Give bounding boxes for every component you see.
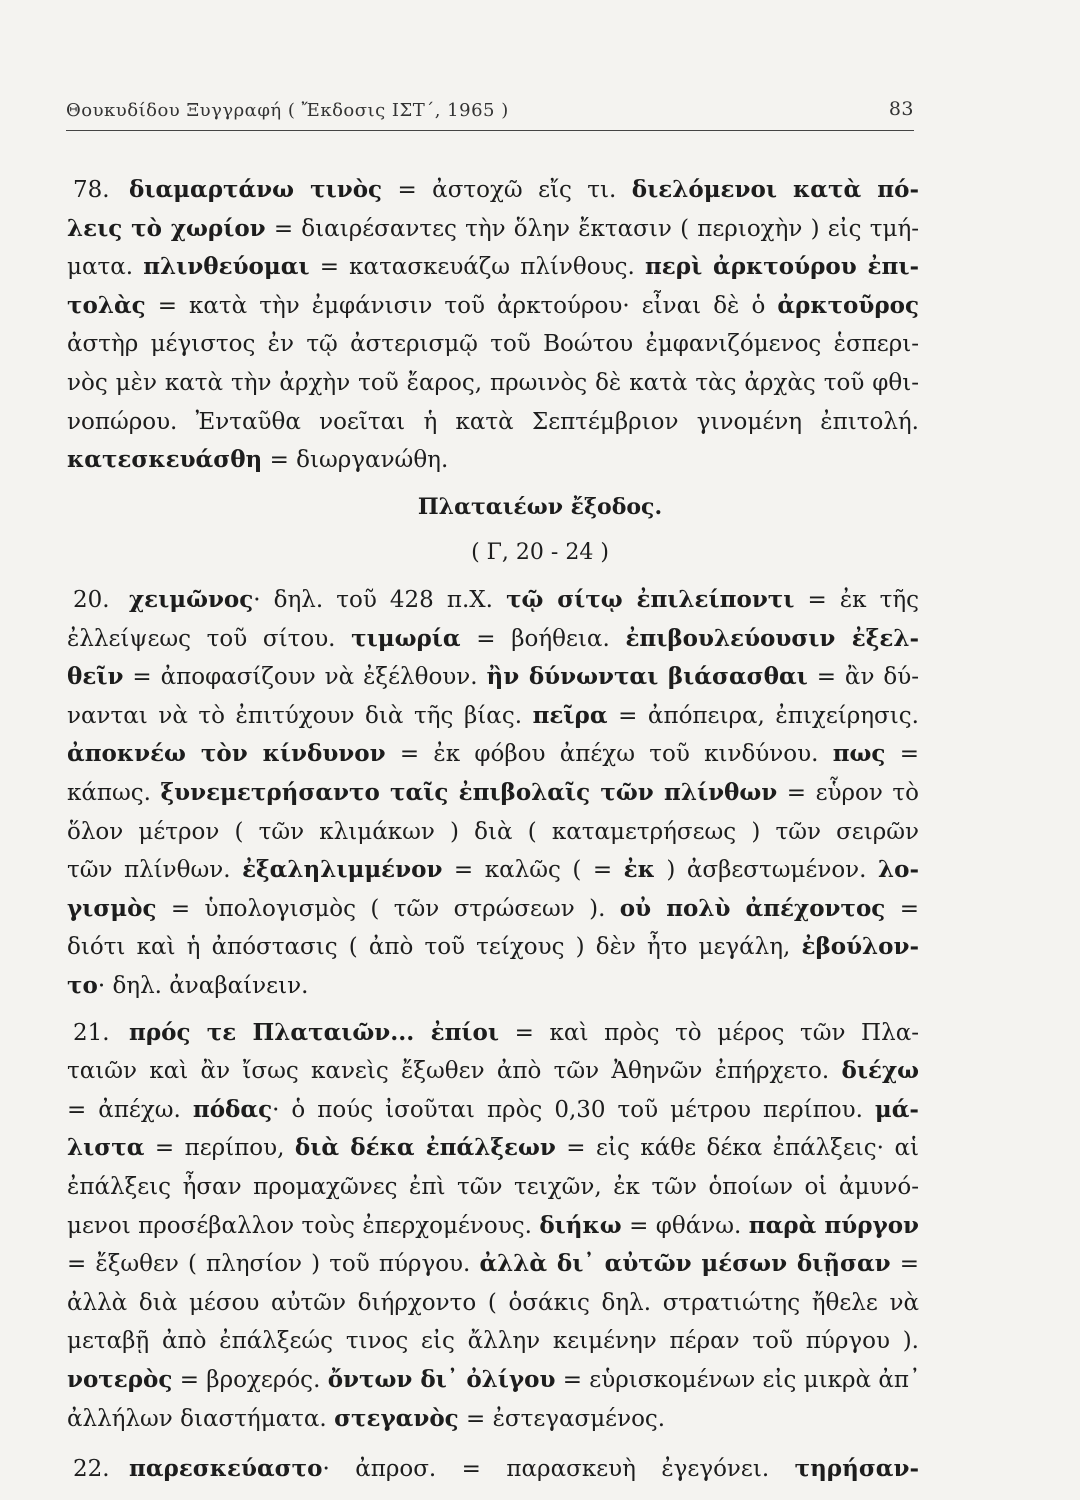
lemma: γισμὸς	[67, 895, 157, 922]
lemma: λο-	[877, 856, 919, 883]
lemma: τηρήσαν-	[794, 1455, 919, 1482]
text-line	[67, 286, 919, 326]
lemma: ἀρκτοῦρος	[777, 292, 919, 319]
text-line	[67, 580, 919, 620]
gloss: = εὗρον τὸ	[777, 780, 920, 806]
gloss: = βροχερός.	[172, 1367, 328, 1393]
lemma: πόδας	[192, 1096, 273, 1123]
lemma: ἐκ	[623, 856, 655, 883]
text-line	[67, 170, 919, 210]
gloss: = ὑπολογισμὸς ( τῶν στρώσεων ).	[156, 896, 620, 922]
text-line	[67, 1360, 919, 1400]
lemma: ξυνεμετρήσαντο ταῖς ἐπιβολαῖς τῶν πλίνθων	[160, 779, 778, 806]
text-line	[67, 657, 919, 697]
lemma: ἐξαληλιμμένον	[242, 856, 443, 883]
lemma: μά-	[874, 1096, 919, 1123]
gloss: = ἀποφασίζουν νὰ ἐξέλθουν.	[123, 664, 487, 690]
lemma: λιστα	[67, 1134, 145, 1161]
text-line: νὸς μὲν κατὰ τὴν ἀρχὴν τοῦ ἔαρος, πρωινὸς δὲ κατὰ τὰς ἀρχὰς τοῦ φθι-	[67, 370, 919, 396]
text-line	[67, 696, 919, 736]
text-line	[67, 734, 919, 774]
lemma: ἀλλὰ δι᾽ αὐτῶν μέσων διῇσαν	[479, 1250, 891, 1277]
gloss: =	[885, 896, 919, 922]
text-line	[67, 889, 919, 929]
page-number: 83	[888, 98, 914, 120]
text-line	[67, 1244, 919, 1284]
note-number: 20.	[73, 587, 110, 613]
lemma: ἐβούλον-	[801, 933, 919, 960]
text-line	[67, 966, 919, 1006]
text-line	[67, 1051, 919, 1091]
text-line	[67, 1090, 919, 1130]
lemma: πρός τε Πλαταιῶν... ἐπίοι	[129, 1019, 500, 1046]
lemma: τῷ σίτῳ ἐπιλείποντι	[506, 586, 795, 613]
gloss: = κατασκευάζω πλίνθους.	[309, 254, 645, 280]
gloss: = φθάνω.	[621, 1213, 749, 1239]
gloss: ταιῶν καὶ ἂν ἴσως κανεὶς ἔξωθεν ἀπὸ τῶν Ἀθηνῶν ἐπήρχετο.	[67, 1058, 842, 1084]
lemma: ἐπιβουλεύουσιν ἐξελ-	[625, 625, 919, 652]
gloss: =	[890, 1251, 920, 1277]
text-line: ἀστὴρ μέγιστος ἐν τῷ ἀστερισμῷ τοῦ Βοώτου ἐμφανιζόμενος ἑσπερι-	[67, 331, 919, 357]
text-line	[67, 1013, 919, 1053]
lemma: περὶ ἀρκτούρου ἐπι-	[644, 253, 920, 280]
text-line	[67, 1206, 919, 1246]
gloss: = εὑρισκομένων εἰς μικρὰ ἀπ᾽	[555, 1367, 921, 1393]
text-line: μεταβῇ ἀπὸ ἐπάλξεώς τινος εἰς ἄλλην κειμένην πέραν τοῦ πύργου ).	[67, 1328, 919, 1354]
gloss: = ἐκ τῆς	[794, 587, 919, 613]
running-header	[66, 96, 914, 131]
lemma: κατεσκευάσθη	[67, 446, 263, 473]
lemma: τολὰς	[67, 292, 146, 319]
gloss: = ἀπόπειρα, ἐπιχείρησις.	[607, 703, 919, 729]
lemma: οὐ πολὺ ἀπέχοντος	[619, 895, 886, 922]
text-line	[67, 850, 919, 890]
text-line: ὅλον μέτρον ( τῶν κλιμάκων ) διὰ ( καταμετρήσεως ) τῶν σειρῶν	[67, 819, 919, 845]
text-line	[67, 927, 919, 967]
gloss: =	[885, 741, 919, 767]
lemma: διήκω	[539, 1212, 622, 1239]
gloss: · δηλ. τοῦ 428 π.Χ.	[253, 587, 507, 613]
note-number: 22.	[73, 1456, 110, 1482]
lemma: διέχω	[841, 1057, 919, 1084]
text-line	[67, 1128, 919, 1168]
lemma: ἢν δύνωνται βιάσασθαι	[486, 663, 808, 690]
lemma: παρεσκεύαστο	[129, 1455, 323, 1482]
text-line: νοπώρου. Ἐνταῦθα νοεῖται ἡ κατὰ Σεπτέμβριον γινομένη ἐπιτολή.	[67, 409, 919, 435]
lemma: στεγανὸς	[334, 1405, 459, 1432]
text-line: ἀλλὰ διὰ μέσου αὐτῶν διήρχοντο ( ὁσάκις δηλ. στρατιώτης ἤθελε νὰ	[67, 1290, 919, 1316]
gloss: νανται νὰ τὸ ἐπιτύχουν διὰ τῆς βίας.	[67, 703, 533, 729]
running-title: Θουκυδίδου Ξυγγραφή ( Ἔκδοσις ΙΣΤ΄, 1965 )	[66, 100, 509, 121]
gloss: = ἐστεγασμένος.	[458, 1406, 666, 1432]
gloss: = διαιρέσαντες τὴν ὅλην ἔκτασιν ( περιοχὴν ) εἰς τμή-	[265, 216, 919, 242]
gloss: = ἐκ φόβου ἀπέχω τοῦ κινδύνου.	[385, 741, 833, 767]
section-reference: ( Γ, 20 - 24 )	[471, 540, 609, 565]
text-line	[67, 209, 919, 249]
gloss: μενοι προσέβαλλον τοὺς ἐπερχομένους.	[67, 1213, 540, 1239]
gloss: · ὁ πούς ἰσοῦται πρὸς 0,30 τοῦ μέτρου περίπου.	[272, 1097, 875, 1123]
gloss: = εἰς κάθε δέκα ἐπάλξεις· αἱ	[555, 1135, 919, 1161]
section-heading: Πλαταιέων ἔξοδος.	[417, 494, 663, 520]
lemma: τιμωρία	[351, 625, 461, 652]
lemma: χειμῶνος	[129, 586, 254, 613]
gloss: κάπως.	[67, 780, 161, 806]
gloss: = ἔξωθεν ( πλησίον ) τοῦ πύργου.	[67, 1251, 480, 1277]
gloss: · ἀπροσ. = παρασκευὴ ἐγεγόνει.	[322, 1456, 795, 1482]
lemma: νοτερὸς	[67, 1366, 173, 1393]
lemma: πεῖρα	[532, 702, 608, 729]
text-line	[67, 1449, 919, 1489]
lemma: ἀποκνέω τὸν κίνδυνον	[67, 740, 386, 767]
text-line: ἐπάλξεις ἦσαν προμαχῶνες ἐπὶ τῶν τειχῶν, ἐκ τῶν ὁποίων οἱ ἀμυνό-	[67, 1174, 919, 1200]
lemma: διαμαρτάνω τινὸς	[129, 176, 383, 203]
gloss: = καὶ πρὸς τὸ μέρος τῶν Πλα-	[499, 1020, 919, 1046]
text-line	[67, 1399, 919, 1439]
gloss: = βοήθεια.	[460, 626, 626, 652]
lemma: λεις τὸ χωρίον	[67, 215, 266, 242]
gloss: ἐλλείψεως τοῦ σίτου.	[67, 626, 352, 652]
gloss: τῶν πλίνθων.	[67, 857, 243, 883]
text-line	[67, 773, 919, 813]
gloss: = καλῶς ( =	[442, 857, 624, 883]
note-number: 21.	[73, 1020, 110, 1046]
lemma: ὄντων δι᾽ ὀλίγου	[327, 1366, 556, 1393]
gloss: = περίπου,	[144, 1135, 295, 1161]
lemma: πλινθεύομαι	[143, 253, 310, 280]
lemma: παρὰ πύργον	[748, 1212, 919, 1239]
text-line	[67, 440, 919, 480]
note-number: 78.	[73, 177, 110, 203]
gloss: ματα.	[67, 254, 144, 280]
gloss: · δηλ. ἀναβαίνειν.	[97, 973, 309, 999]
lemma: διελόμενοι κατὰ πό-	[631, 176, 920, 203]
gloss: ἀλλήλων διαστήματα.	[67, 1406, 335, 1432]
gloss: = ἀστοχῶ εἴς τι.	[382, 177, 632, 203]
lemma: πως	[832, 740, 886, 767]
lemma: το	[67, 972, 98, 999]
gloss: διότι καὶ ἡ ἀπόστασις ( ἀπὸ τοῦ τείχους ) δὲν ἦτο μεγάλη,	[67, 934, 802, 960]
gloss: = διωργανώθη.	[262, 447, 449, 473]
gloss: = ἂν δύ-	[807, 664, 919, 690]
gloss: = ἀπέχω.	[67, 1097, 193, 1123]
lemma: θεῖν	[67, 663, 124, 690]
gloss: = κατὰ τὴν ἐμφάνισιν τοῦ ἀρκτούρου· εἶναι δὲ ὁ	[145, 293, 778, 319]
text-line	[67, 619, 919, 659]
lemma: διὰ δέκα ἐπάλξεων	[294, 1134, 556, 1161]
text-line	[67, 247, 919, 287]
gloss: ) ἀσβεστωμένον.	[654, 857, 878, 883]
